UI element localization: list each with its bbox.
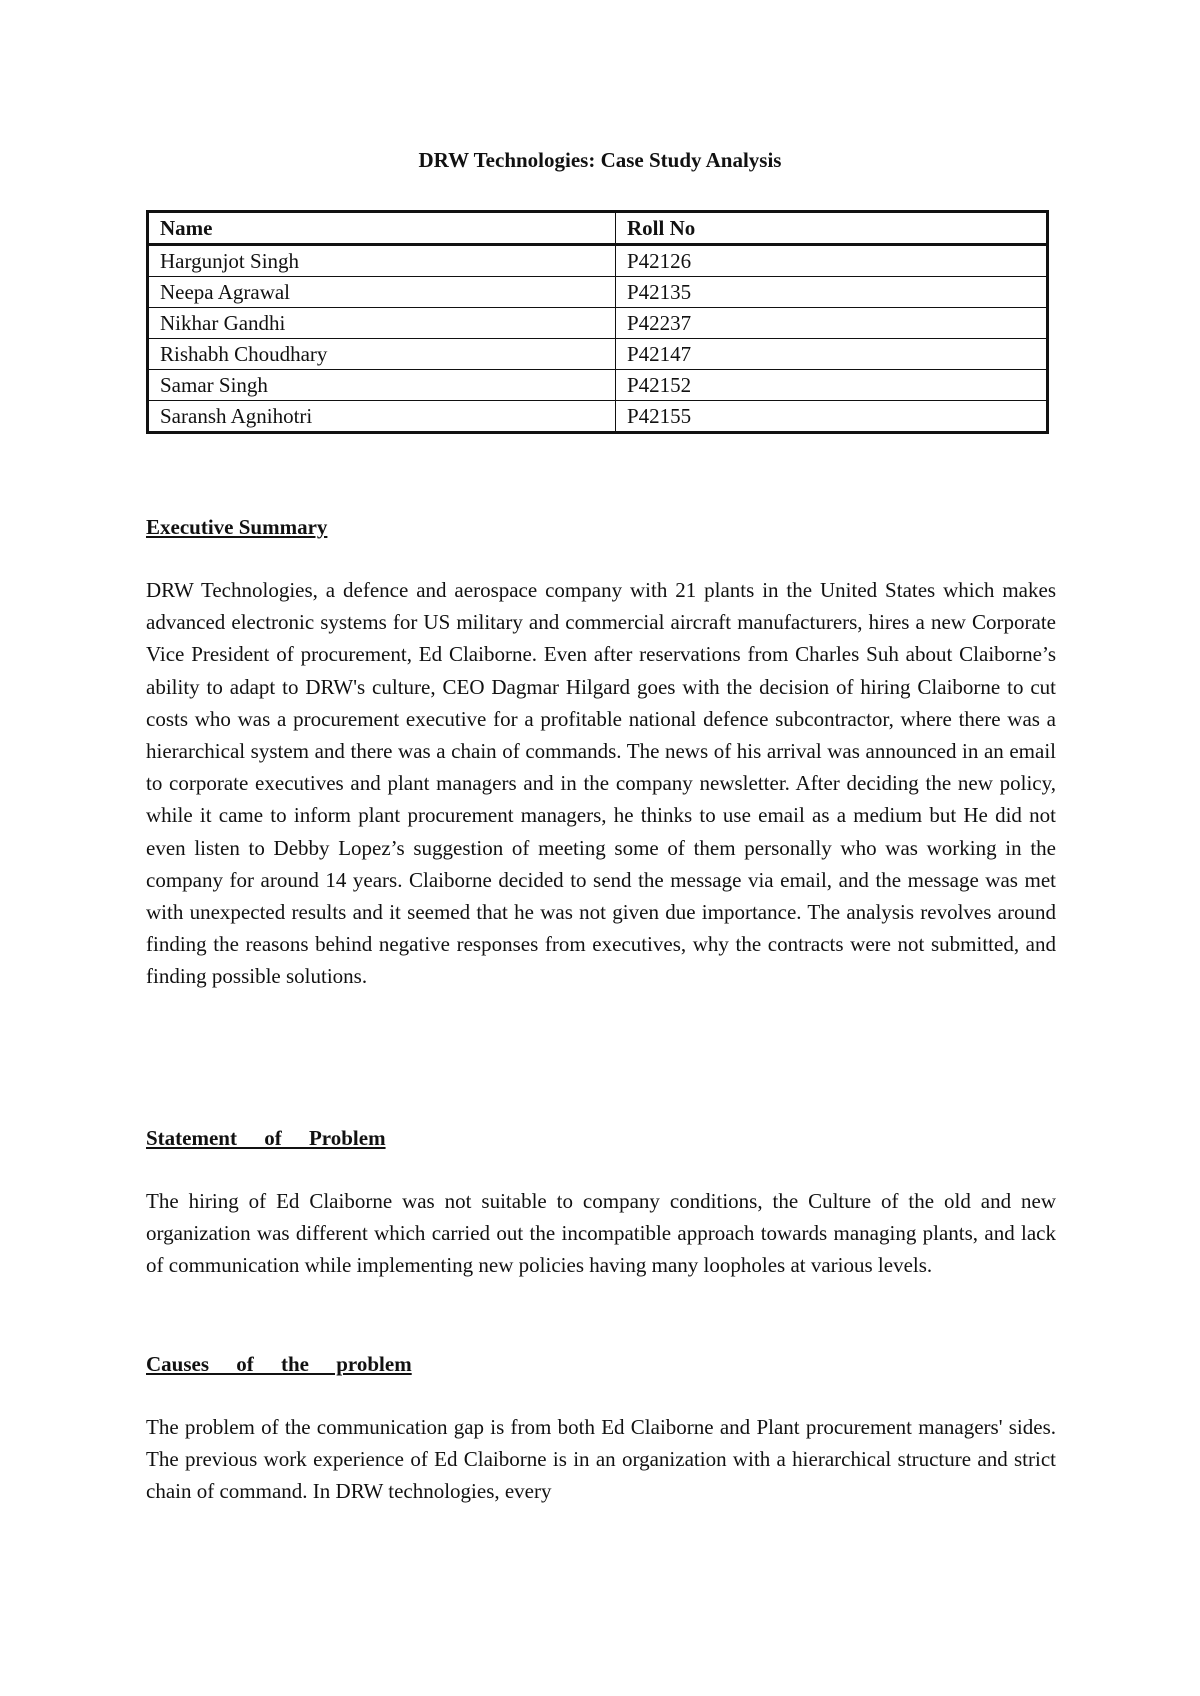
table-row [148, 277, 1048, 308]
roll-no-column-header: Roll No [616, 212, 1048, 245]
member-name-cell: Rishabh Choudhary [148, 339, 616, 370]
table-row [148, 339, 1048, 370]
roll-no-cell: P42152 [616, 370, 1048, 401]
statement-of-problem-heading: Statement of Problem [146, 1126, 386, 1150]
member-name-cell: Nikhar Gandhi [148, 308, 616, 339]
roll-no-cell: P42147 [616, 339, 1048, 370]
member-name-cell: Neepa Agrawal [148, 277, 616, 308]
team-roster-table [146, 210, 1049, 434]
roll-no-cell: P42135 [616, 277, 1048, 308]
executive-summary-text: DRW Technologies, a defence and aerospace company with 21 plants in the United States which makes advanced electronic systems for US military and commercial aircraft manufacturers, hires a new Corporate Vice President of procurement, Ed Claiborne. Even after reservations from Charles Suh about Claiborne’s ability to adapt to DRW's culture, CEO Dagmar Hilgard goes with the decision of hiring Claiborne to cut costs who was a procurement executive for a profitable national defence subcontractor, where there was a hierarchical system and there was a chain of commands. The news of his arrival was announced in an email to corporate executives and plant managers and in the company newsletter. After deciding the new policy, while it came to inform plant procurement managers, he thinks to use email as a medium but He did not even listen to Debby Lopez’s suggestion of meeting some of them personally who was working in the company for around 14 years. Claiborne decided to send the message via email, and the message was met with unexpected results and it seemed that he was not given due importance. The analysis revolves around finding the reasons behind negative responses from executives, why the contracts were not submitted, and finding possible solutions. [146, 578, 1056, 989]
roll-no-cell: P42237 [616, 308, 1048, 339]
table-row [148, 245, 1048, 277]
document-title: DRW Technologies: Case Study Analysis [418, 148, 782, 172]
name-column-header: Name [148, 212, 616, 245]
statement-of-problem-text: The hiring of Ed Claiborne was not suitable to company conditions, the Culture of the old and new organization was different which carried out the incompatible approach towards managing plants, and lack of communication while implementing new policies having many loopholes at various levels. [146, 1189, 1056, 1278]
roll-no-cell: P42126 [616, 245, 1048, 277]
member-name-cell: Hargunjot Singh [148, 245, 616, 277]
member-name-cell: Samar Singh [148, 370, 616, 401]
table-row [148, 401, 1048, 433]
member-name-cell: Saransh Agnihotri [148, 401, 616, 433]
table-row [148, 370, 1048, 401]
executive-summary-heading: Executive Summary [146, 515, 328, 539]
roll-no-cell: P42155 [616, 401, 1048, 433]
causes-of-problem-heading: Causes of the problem [146, 1352, 412, 1376]
table-header-row [148, 212, 1048, 245]
causes-of-problem-text: The problem of the communication gap is from both Ed Claiborne and Plant procurement managers' sides. The previous work experience of Ed Claiborne is in an organization with a hierarchical structure and strict chain of command. In DRW technologies, every [146, 1415, 1056, 1504]
table-row [148, 308, 1048, 339]
